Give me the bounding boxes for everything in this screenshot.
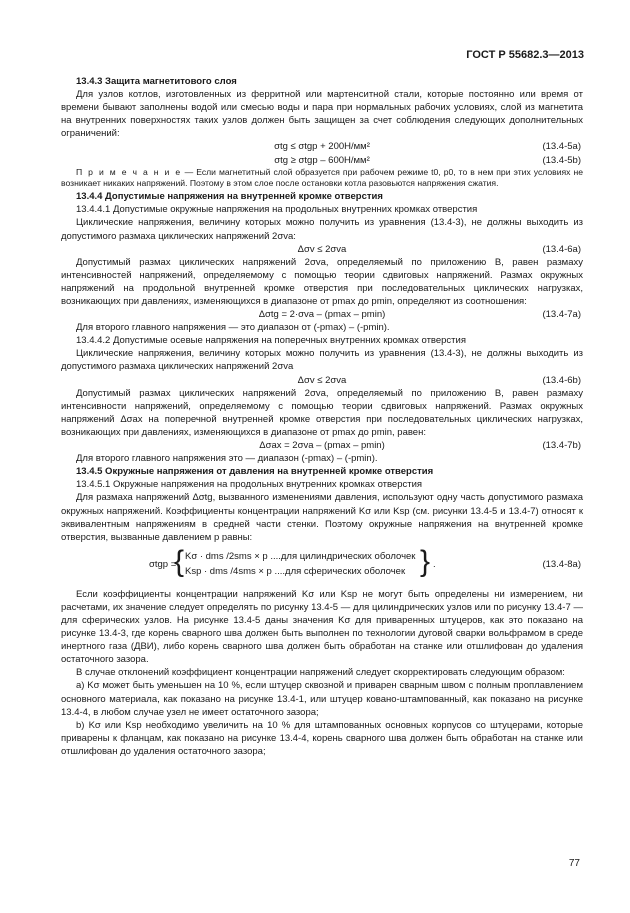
equation-case-cylindrical: Kσ · dms /2sms × p ....для цилиндрических оболочек (185, 550, 416, 562)
equation-formula: σtg ≤ σtgp + 200Н/мм² (274, 141, 370, 153)
equation-13-4-7a (61, 308, 583, 321)
equation-13-4-5a (61, 140, 583, 153)
equation-formula: Δσtg = 2·σva – (pmax – pmin) (258, 309, 386, 321)
list-item-b: b) Kσ или Ksp необходимо увеличить на 10 % для штампованных основных корпусов со штуцерами, которые приварены к фланцам, как показано на рисунке 13.4-4, корень сварного шва должен быть обработан на станке или отшлифован до удаления остаточного зазора; (61, 719, 583, 757)
equation-number: (13.4-8a) (542, 558, 581, 570)
paragraph: Циклические напряжения, величину которых можно получить из уравнения (13.4-3), не должны выходить из допустимого размаха циклических напряжений 2σva (61, 348, 583, 373)
equation-number: (13.4-6a) (542, 243, 581, 255)
left-brace: { (174, 544, 185, 578)
equation-13-4-5b (61, 154, 583, 167)
paragraph: Допустимый размах циклических напряжений 2σva, определяемый по приложению В, равен размаху интенсивности напряжений, определяемому с помощью теории сдвиговых напряжений. Размах окружных напряжений Δσax на поперечной внутренней кромке отверстия при последовательных циклических нагрузках, возникающих при давлениях, изменяющихся в диапазоне от pmax до pmin, равен: (61, 387, 583, 438)
equation-number: (13.4-5b) (542, 154, 581, 166)
equation-number: (13.4-7b) (542, 440, 581, 452)
subsection-heading: 13.4.5.1 Окружные напряжения на продольных внутренних кромках отверстия (76, 479, 423, 491)
subsection-heading: 13.4.4.1 Допустимые окружные напряжения на продольных внутренних кромках отверстия (76, 204, 478, 216)
subsection-heading: 13.4.4.2 Допустимые осевые напряжения на поперечных внутренних кромках отверстия (76, 335, 466, 347)
paragraph: В случае отклонений коэффициент концентрации напряжений следует скорректировать следующим образом: (76, 667, 565, 679)
right-brace: } (420, 544, 431, 578)
equation-13-4-6a (61, 243, 583, 256)
paragraph: Циклические напряжения, величину которых можно получить из уравнения (13.4-3), не должны выходить из допустимого размаха циклических напряжений 2σva: (61, 217, 583, 242)
paragraph: Для узлов котлов, изготовленных из ферритной или мартенситной стали, которые постоянно или время от времени бывают заполнены водой или смесью воды и пара при нормальных рабочих условиях, слой из магнетита на внутренних поверхностях таких узлов должен быть защищен за счет соблюдения следующих дополнительных ограничений: (61, 89, 583, 140)
equation-13-4-6b (61, 374, 583, 387)
equation-number: (13.4-7a) (542, 309, 581, 321)
section-heading-13-4-4: 13.4.4 Допустимые напряжения на внутренней кромке отверстия (76, 191, 383, 203)
equation-number: (13.4-5a) (542, 141, 581, 153)
paragraph: Если коэффициенты концентрации напряжений Kσ или Ksp не могут быть определены ни измерением, ни расчетами, их значение следует определять по рисунку 13.4-5 — для цилиндрических узлов или по рисунку 13.4-7 — для сферических узлов. На рисунке 13.4-5 даны значения Kσ для приваренных штуцеров, как это показано на рисунке 13.4-3, где корень сварного шва должен быть выполнен по технологии дуговой сварки вольфрамом в среде инертного газа (ДВИ), либо корень сварного шва должен быть обработан на станке или отшлифован до удаления остаточного зазора. (61, 588, 583, 666)
page-content (61, 75, 583, 758)
equation-formula: Δσv ≤ 2σva (297, 243, 347, 255)
equation-formula: σtg ≥ σtgp – 600Н/мм² (274, 154, 370, 166)
note (61, 167, 583, 191)
equation-case-spherical: Ksp · dms /4sms × p ....для сферических оболочек (185, 565, 406, 577)
equation-13-4-7b (61, 439, 583, 452)
equation-formula: Δσv ≤ 2σva (297, 374, 347, 386)
paragraph: Для второго главного напряжения это — диапазон (-pmax) – (-pmin). (76, 453, 378, 465)
section-heading-13-4-5: 13.4.5 Окружные напряжения от давления на внутренней кромке отверстия (76, 466, 434, 478)
paragraph: Допустимый размах циклических напряжений 2σva, определяемый по приложению В, равен размаху интенсивностей напряжений, определяемому с помощью теории сдвиговых напряжений. Размах окружных напряжений на продольной внутренней кромке отверстия при последовательных циклических нагрузках, возникающих при давлениях, изменяющихся в диапазоне от pmax до pmin, определяют из соотношения: (61, 256, 583, 307)
equation-number: (13.4-6b) (542, 374, 581, 386)
standard-header: ГОСТ Р 55682.3—2013 (466, 49, 584, 61)
page-number: 77 (568, 858, 580, 869)
equation-formula: Δσax = 2σva – (pmax – pmin) (259, 440, 385, 452)
paragraph: Для второго главного напряжения — это диапазон от (-pmax) – (-pmin). (76, 322, 390, 334)
equation-13-4-8a (61, 544, 583, 582)
paragraph: Для размаха напряжений Δσtg, вызванного изменениями давления, используют одну часть допустимого размаха окружных напряжений. Коэффициенты концентрации напряжений Kσ или Ksp (см. рисунки 13.4-5 и 13.4-7) относят к эквивалентным напряжениям в средней части стенки. Поэтому окружные напряжения на внутренней кромке отверстия, вызванные давлением p равны: (61, 492, 583, 543)
list-item-a: а) Kσ может быть уменьшен на 10 %, если штуцер сквозной и приварен сварным швом с полным проплавлением основного материала, как показано на рисунке 13.4-1, или штуцер ковано-штампованный, как показано на рисунке 13.4-4, в любом случае узел не имеет остаточного зазора; (61, 680, 583, 718)
note-label: П р и м е ч а н и е (76, 166, 182, 177)
equation-period: . (433, 558, 436, 570)
note-text: — Если магнетитный слой образуется при рабочем режиме t0, p0, то в нем при этих условиях не возникает никаких напряжений. Поэтому в этом слое после остановки котла разовьются напряжения сжатия. (61, 166, 583, 189)
section-heading-13-4-3: 13.4.3 Защита магнетитового слоя (76, 76, 237, 87)
equation-lhs: σtgp = (149, 558, 177, 570)
